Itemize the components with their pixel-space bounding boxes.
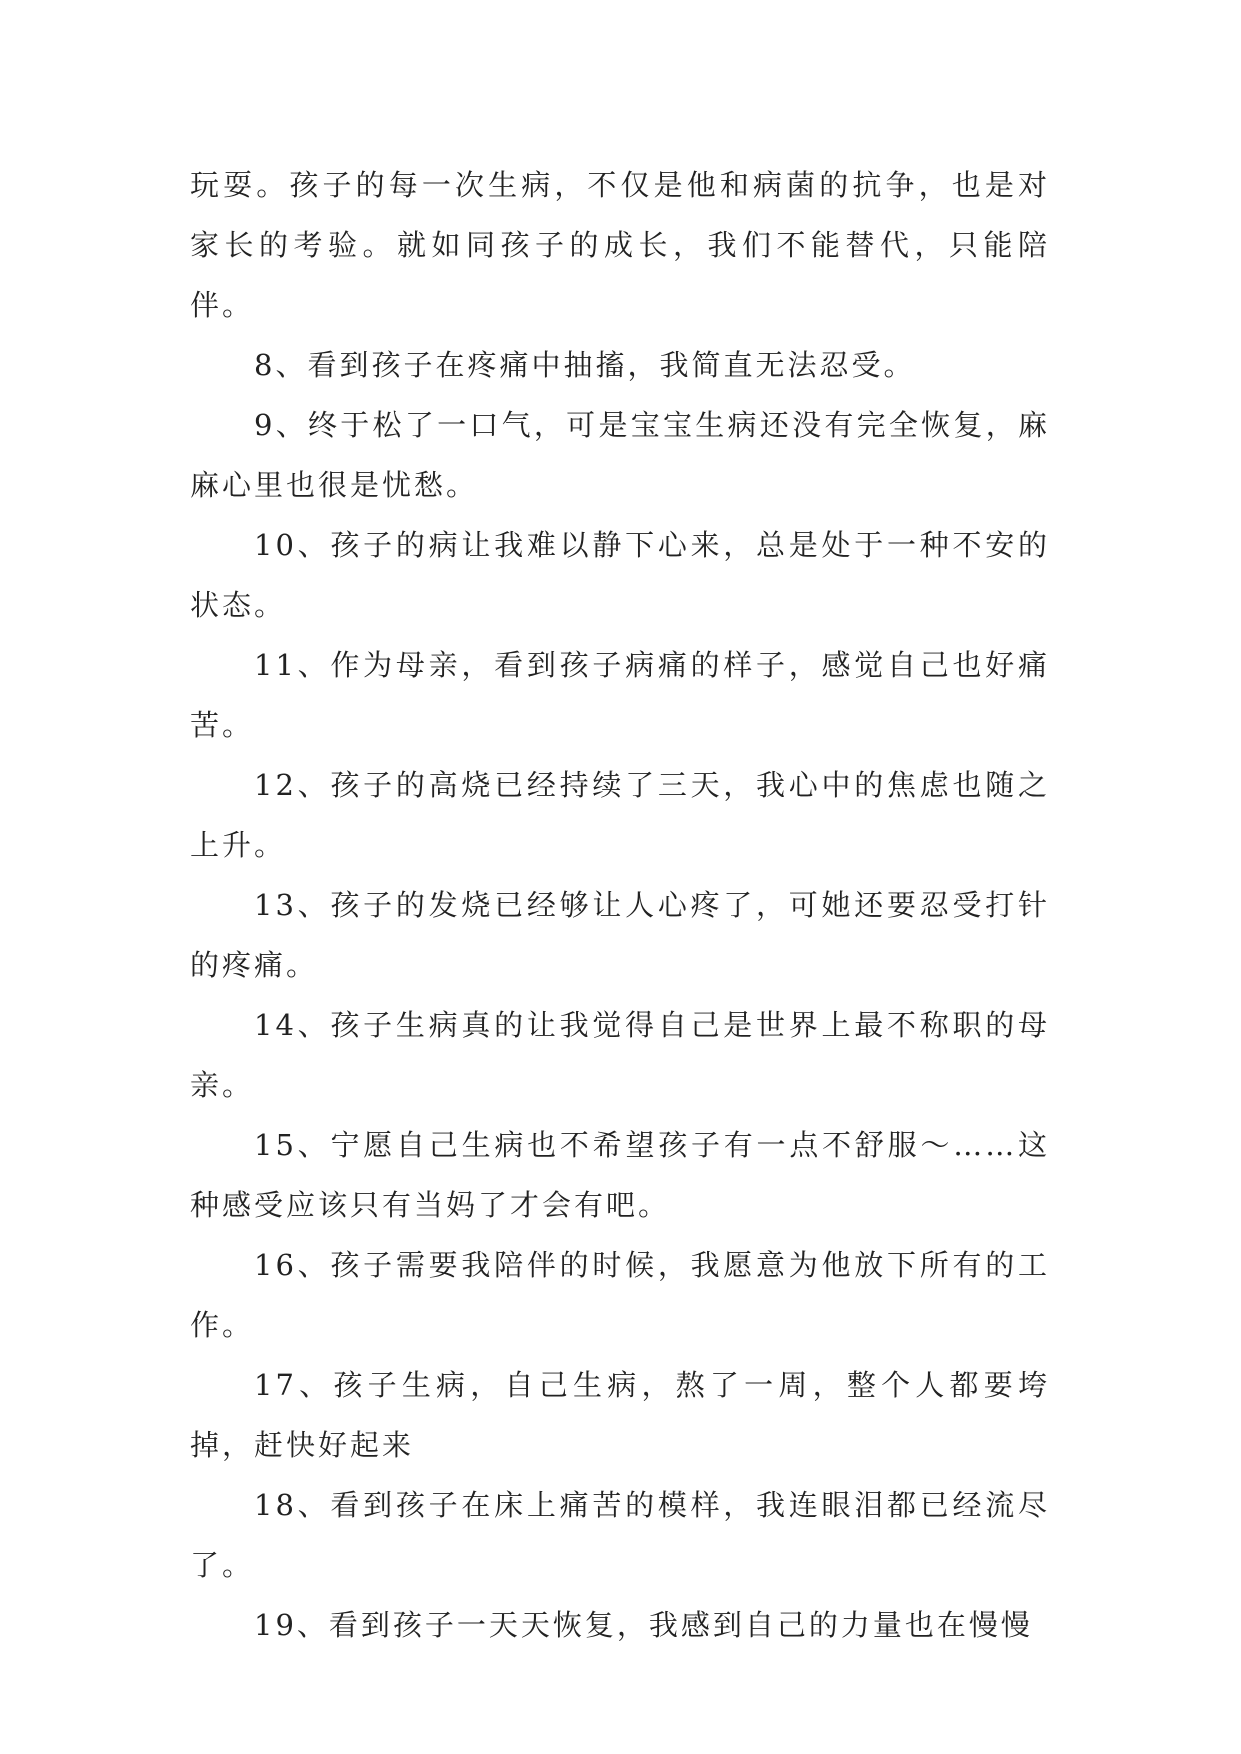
paragraph: 10、孩子的病让我难以静下心来，总是处于一种不安的状态。 (190, 528, 1050, 622)
paragraph: 18、看到孩子在床上痛苦的模样，我连眼泪都已经流尽了。 (190, 1488, 1050, 1582)
paragraph: 9、终于松了一口气，可是宝宝生病还没有完全恢复，麻麻心里也很是忧愁。 (190, 408, 1050, 502)
paragraph: 14、孩子生病真的让我觉得自己是世界上最不称职的母亲。 (190, 1008, 1050, 1102)
paragraph: 12、孩子的高烧已经持续了三天，我心中的焦虑也随之上升。 (190, 768, 1050, 862)
paragraph: 13、孩子的发烧已经够让人心疼了，可她还要忍受打针的疼痛。 (190, 888, 1050, 982)
paragraph: 玩耍。孩子的每一次生病，不仅是他和病菌的抗争，也是对家长的考验。就如同孩子的成长，我们不能替代，只能陪伴。 (190, 168, 1050, 322)
paragraph: 11、作为母亲，看到孩子病痛的样子，感觉自己也好痛苦。 (190, 648, 1050, 742)
paragraph: 15、宁愿自己生病也不希望孩子有一点不舒服～……这种感受应该只有当妈了才会有吧。 (190, 1128, 1050, 1222)
document-body (190, 155, 1050, 1655)
paragraph: 19、看到孩子一天天恢复，我感到自己的力量也在慢慢 (254, 1608, 1033, 1642)
paragraph: 8、看到孩子在疼痛中抽搐，我简直无法忍受。 (254, 348, 916, 382)
paragraph: 17、孩子生病，自己生病，熬了一周，整个人都要垮掉，赶快好起来 (190, 1368, 1050, 1462)
paragraph: 16、孩子需要我陪伴的时候，我愿意为他放下所有的工作。 (190, 1248, 1050, 1342)
